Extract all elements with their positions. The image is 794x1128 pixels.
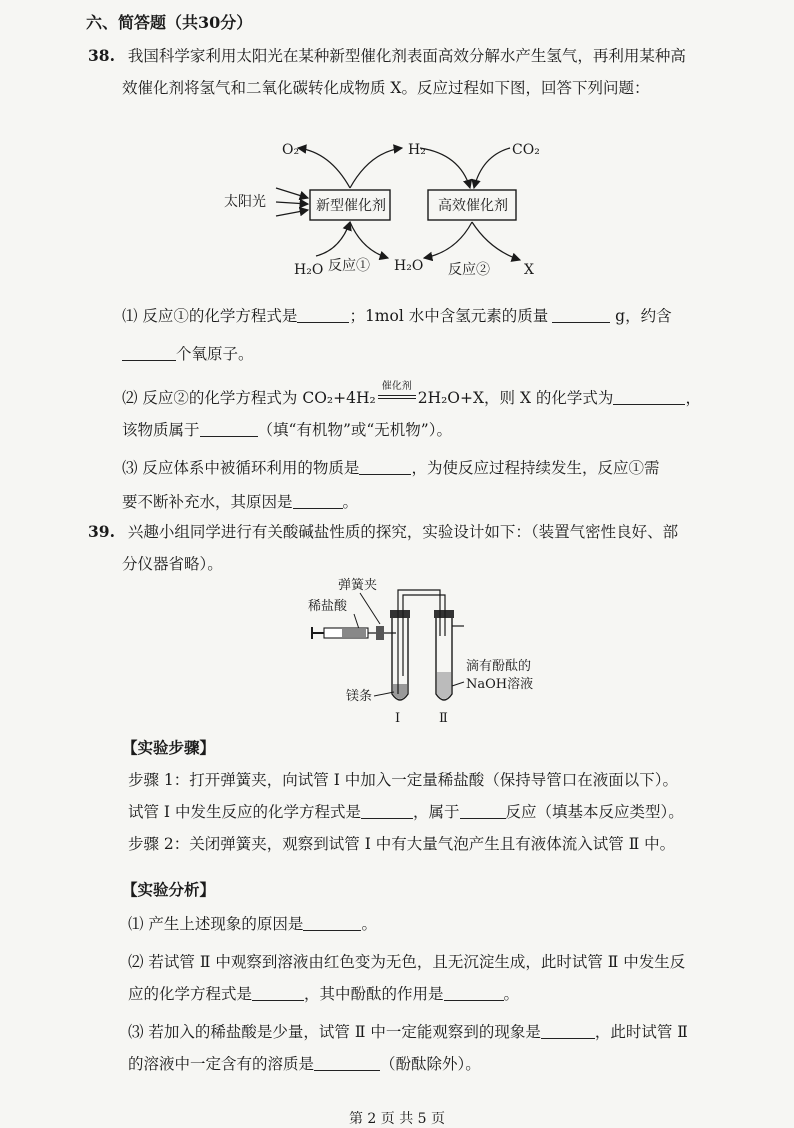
stopper-1 [390, 610, 410, 618]
analysis-3-line2 [128, 1052, 481, 1074]
arrow-h2o-out [424, 222, 472, 258]
solution-label-1: 滴有酚酞的 [466, 659, 532, 674]
q38-part1-text: ⑴ 反应①的化学方程式是 [122, 307, 298, 325]
answer-blank[interactable] [359, 459, 411, 476]
analysis-heading: 【实验分析】 [122, 880, 216, 899]
analysis-text: ，此时试管 Ⅱ [594, 1023, 688, 1041]
q38-part2-line1 [122, 381, 701, 408]
analysis-1 [128, 912, 377, 934]
arrow-h2o-loop [350, 222, 388, 258]
analysis-3-line1 [128, 1020, 688, 1042]
answer-blank[interactable] [552, 307, 610, 324]
step-text: 试管 Ⅰ 中发生反应的化学方程式是 [128, 803, 361, 821]
page-footer: 第 2 页 共 5 页 [348, 1111, 446, 1127]
box1-label: 新型催化剂 [316, 198, 386, 214]
analysis-text: 。 [503, 985, 520, 1003]
step-text: ，属于 [412, 803, 460, 821]
question-number: 39. [88, 522, 115, 541]
reaction-condition [376, 381, 418, 407]
box2-label: 高效催化剂 [438, 198, 508, 214]
answer-blank[interactable] [460, 803, 506, 820]
q38-part1-line2 [122, 342, 254, 364]
reaction2-label: 反应② [448, 262, 490, 278]
answer-blank[interactable] [200, 421, 258, 438]
q38-part2-text: 2H₂O+X，则 X 的化学式为 [417, 389, 614, 407]
sunlight-label: 太阳光 [224, 194, 266, 210]
answer-blank[interactable] [293, 493, 343, 510]
arrow-x-out [472, 222, 520, 260]
question-number: 38. [88, 46, 115, 65]
answer-blank[interactable] [122, 345, 176, 362]
experiment-apparatus [300, 576, 580, 726]
syringe-liquid [342, 629, 366, 637]
analysis-text: ⑶ 若加入的稀盐酸是少量，试管 Ⅱ 中一定能观察到的现象是 [128, 1023, 541, 1041]
question-text: 我国科学家利用太阳光在某种新型催化剂表面高效分解水产生氢气，再利用某种高 [127, 47, 686, 65]
q38-part2-text: ⑵ 反应②的化学方程式为 CO₂+4H₂ [122, 389, 376, 407]
tube1-label: Ⅰ [395, 711, 401, 726]
stopper-2 [434, 610, 454, 618]
h2o-left-label: H₂O [294, 262, 324, 278]
step-1: 步骤 1：打开弹簧夹，向试管 Ⅰ 中加入一定量稀盐酸（保持导管口在液面以下）。 [128, 771, 679, 789]
q38-part3-text: ，为使反应过程持续发生，反应①需 [411, 459, 660, 477]
co2-label: CO₂ [512, 142, 540, 158]
connecting-tube-inner [403, 595, 445, 676]
analysis-text: ，其中酚酞的作用是 [304, 985, 444, 1003]
reaction1-label: 反应① [328, 258, 370, 274]
question-text: 兴趣小组同学进行有关酸碱盐性质的探究，实验设计如下：（装置气密性良好、部 [127, 523, 679, 541]
arrow-o2 [298, 148, 350, 188]
acid-label: 稀盐酸 [308, 599, 348, 614]
clamp-pointer [360, 593, 380, 624]
analysis-text: 应的化学方程式是 [128, 985, 253, 1003]
analysis-text: ⑴ 产生上述现象的原因是 [128, 915, 304, 933]
step-text: 反应（填基本反应类型）。 [505, 803, 684, 821]
answer-blank[interactable] [444, 985, 504, 1002]
sunlight-ray [276, 188, 308, 198]
answer-blank[interactable] [361, 803, 413, 820]
answer-blank[interactable] [252, 985, 304, 1002]
reaction-cycle-diagram [220, 132, 580, 282]
question-38-line1 [88, 44, 686, 66]
step-1-question [128, 800, 684, 822]
analysis-2-line1: ⑵ 若试管 Ⅱ 中观察到溶液由红色变为无色，且无沉淀生成，此时试管 Ⅱ 中发生反 [128, 953, 686, 971]
solution-pointer [452, 682, 464, 686]
x-label: X [524, 262, 534, 278]
ribbon-pointer [374, 692, 394, 696]
h2o-mid-label: H₂O [394, 258, 424, 274]
answer-blank[interactable] [613, 389, 685, 406]
q38-part3-text: 要不断补充水，其原因是 [122, 493, 293, 511]
q38-part1-line1 [122, 304, 672, 326]
naoh-solution [437, 672, 451, 699]
analysis-text: 的溶液中一定含有的溶质是 [128, 1055, 315, 1073]
q38-part3-text: 。 [342, 493, 359, 511]
section-title: 六、简答题（共30分） [86, 13, 253, 32]
question-39-line2: 分仪器省略）。 [122, 555, 223, 573]
ribbon-label: 镁条 [346, 689, 373, 704]
answer-blank[interactable] [303, 915, 361, 932]
tube2-label: Ⅱ [439, 711, 448, 726]
q38-part3-line2 [122, 490, 358, 512]
analysis-text: （酚酞除外）。 [380, 1055, 481, 1073]
q38-part1-text: g，约含 [615, 307, 672, 325]
q38-part1-text: ；1mol 水中含氢元素的质量 [349, 307, 549, 325]
q38-part1-text: 个氧原子。 [176, 345, 254, 363]
magnesium-ribbon [393, 684, 407, 699]
q38-part3-line1 [122, 456, 659, 478]
arrow-h2 [350, 148, 402, 188]
equals-sign [378, 395, 416, 399]
h2-label: H₂ [408, 142, 426, 158]
q38-part2-line2 [122, 418, 452, 440]
question-39-line1 [88, 520, 678, 542]
analysis-text: 。 [361, 915, 377, 933]
solution-label-2: NaOH溶液 [466, 677, 534, 692]
sunlight-ray [276, 202, 308, 204]
step-2: 步骤 2：关闭弹簧夹，观察到试管 Ⅰ 中有大量气泡产生且有液体流入试管 Ⅱ 中。 [128, 835, 676, 853]
connecting-tube [398, 590, 440, 694]
answer-blank[interactable] [297, 307, 349, 324]
question-38-line2: 效催化剂将氢气和二氧化碳转化成物质 X。反应过程如下图，回答下列问题： [122, 79, 650, 97]
spring-clamp [376, 626, 384, 640]
steps-heading: 【实验步骤】 [122, 738, 216, 757]
answer-blank[interactable] [314, 1055, 380, 1072]
analysis-2-line2 [128, 982, 519, 1004]
o2-label: O₂ [282, 142, 300, 158]
q38-part2-text: （填“有机物”或“无机物”）。 [257, 421, 452, 439]
sunlight-ray [276, 210, 308, 216]
clamp-label: 弹簧夹 [338, 578, 378, 593]
q38-part3-text: ⑶ 反应体系中被循环利用的物质是 [122, 459, 360, 477]
arrow-h2o-in [316, 222, 350, 256]
arrow-co2-in [474, 148, 510, 188]
condition-label: 催化剂 [381, 381, 412, 392]
q38-part2-text: 该物质属于 [122, 421, 200, 439]
answer-blank[interactable] [541, 1023, 595, 1040]
arrow-h2-in [420, 148, 470, 188]
q38-part2-text: ， [685, 389, 701, 407]
